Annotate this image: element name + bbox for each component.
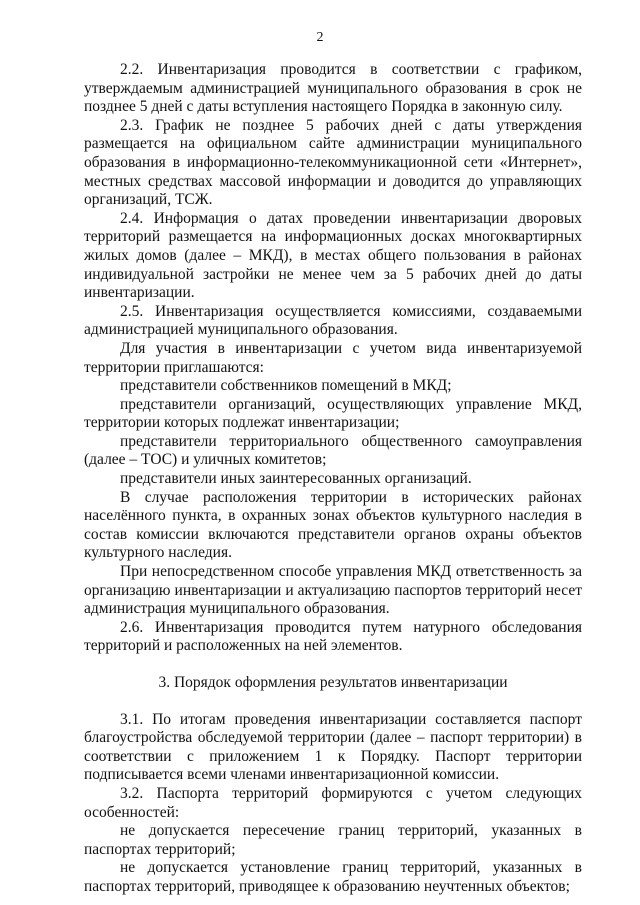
list-item-no-intersection: не допускается пересечение границ территорий, указанных в паспортах территорий; [84,822,582,858]
paragraph-2-3: 2.3. График не позднее 5 рабочих дней с даты утверждения размещается на официальном сайте администрации муниципального образования в информационно-телекоммуникационной сети «Интернет», местных средствах массовой информации и доводится до управляющих организаций, ТСЖ. [84,116,582,209]
list-item-tos: представители территориального общественного самоуправления (далее – ТОС) и уличных комитетов; [84,432,582,469]
list-item-management-orgs: представители организаций, осуществляющих управление МКД, территории которых подлежат инвентаризации; [84,395,582,432]
section-heading-3: 3. Порядок оформления результатов инвентаризации [158,674,508,691]
paragraph-direct-management: При непосредственном способе управления МКД ответственность за организацию инвентаризации и актуализацию паспортов территорий несет администрация муниципального образования. [84,563,582,618]
paragraph-historical-areas: В случае расположения территории в исторических районах населённого пункта, в охранных зонах объектов культурного наследия в состав комиссии включаются представители органов охраны объектов культурного наследия. [84,488,582,562]
document-body [84,61,582,897]
list-item-owners: представители собственников помещений в МКД; [120,377,452,395]
paragraph-2-4: 2.4. Информация о датах проведении инвентаризации дворовых территорий размещается на информационных досках многоквартирных жилых домов (далее – МКД), в местах общего пользования в районах индивидуальной застройки не менее чем за 5 рабочих дней до даты инвентаризации. [84,209,582,302]
paragraph-participants-intro: Для участия в инвентаризации с учетом вида инвентаризуемой территории приглашаются: [84,339,582,376]
paragraph-2-5: 2.5. Инвентаризация осуществляется комиссиями, создаваемыми администрацией муниципального образования. [84,302,582,339]
list-item-other-orgs: представители иных заинтересованных организаций. [120,470,472,488]
list-item-no-unaccounted: не допускается установление границ территорий, указанных в паспортах территорий, приводящее к образованию неучтенных объектов; [84,859,582,895]
paragraph-3-2: 3.2. Паспорта территорий формируются с учетом следующих особенностей: [84,784,582,821]
paragraph-2-6: 2.6. Инвентаризация проводится путем натурного обследования территорий и расположенных на ней элементов. [84,618,582,655]
paragraph-2-2: 2.2. Инвентаризация проводится в соответствии с графиком, утверждаемым администрацией муниципального образования в срок не позднее 5 дней с даты вступления настоящего Порядка в законную силу. [84,61,582,116]
page-number: 2 [316,30,324,45]
paragraph-3-1: 3.1. По итогам проведения инвентаризации составляется паспорт благоустройства обследуемой территории (далее – паспорт территории) в соответствии с приложением 1 к Порядку. Паспорт территории подписывается всеми членами инвентаризационной комиссии. [84,710,582,784]
